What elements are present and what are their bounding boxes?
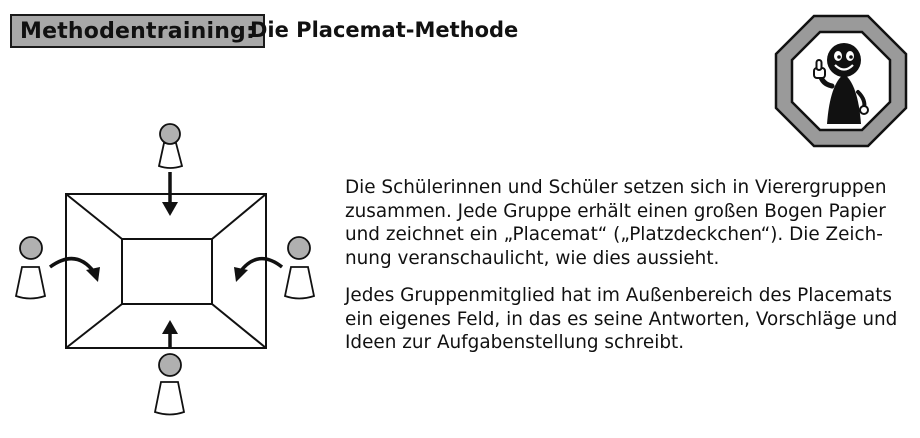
method-badge-label: Methodentraining: bbox=[20, 18, 256, 44]
paragraph-intro bbox=[345, 176, 913, 270]
text-line: und zeichnet ein „Placemat“ („Platzdeckchen“). Die Zeich- bbox=[345, 224, 883, 245]
text-line: zusammen. Jede Gruppe erhält einen großen Bogen Papier bbox=[345, 200, 886, 222]
page-title: Die Placemat-Methode bbox=[250, 18, 519, 42]
pawn-figure-icon bbox=[159, 124, 182, 168]
placemat-diagram bbox=[0, 110, 330, 438]
text-line: nung veranschaulicht, wie dies aussieht. bbox=[345, 247, 720, 269]
thumbs-up-figure-octagon-icon bbox=[772, 12, 910, 150]
text-line: Ideen zur Aufgabenstellung schreibt. bbox=[345, 332, 685, 353]
pawn-figure-icon bbox=[155, 354, 184, 415]
body-text bbox=[345, 176, 913, 369]
pawn-figure-icon bbox=[285, 237, 314, 299]
pawn-figure-icon bbox=[16, 237, 45, 299]
text-line: Jedes Gruppenmitglied hat im Außenbereich des Placemats bbox=[345, 285, 893, 306]
text-line: Die Schülerinnen und Schüler setzen sich in Vierergruppen bbox=[345, 177, 887, 198]
text-line: ein eigenes Feld, in das es seine Antworten, Vorschläge und bbox=[345, 308, 898, 330]
method-badge bbox=[10, 14, 265, 48]
paragraph-member-field bbox=[345, 284, 913, 355]
